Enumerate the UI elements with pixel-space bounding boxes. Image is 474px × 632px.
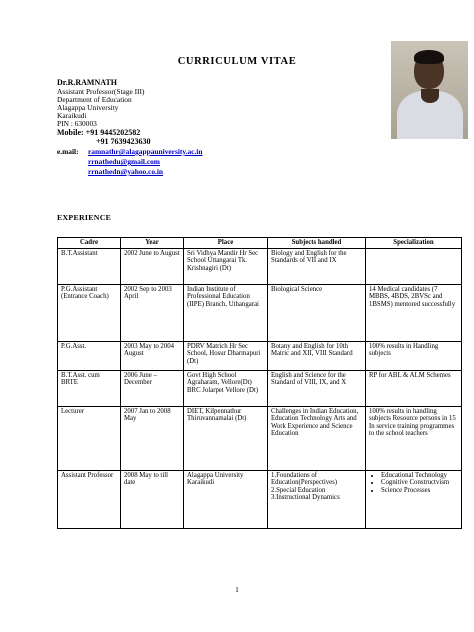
table-row (58, 471, 462, 529)
cell-subjects: Biological Science (268, 285, 366, 342)
cell-subjects: English and Science for the Standard of VIII, IX, and X (268, 371, 366, 407)
department: Department of Education (57, 95, 132, 104)
cell-place: Sri Vidhya Mandir Hr Sec School Uttangarai Tk. Krishnagiri (Dt) (184, 249, 268, 285)
cell-specialization (366, 471, 462, 529)
header-cadre: Cadre (58, 238, 121, 249)
email-link-1[interactable]: ramnathr@alagappauniversity.ac.in (88, 147, 203, 156)
page-title: CURRICULUM VITAE (177, 56, 297, 67)
email-link-2[interactable]: rrnathedu@gmail.com (88, 157, 160, 166)
list-item: • Cognitive Constructvism (381, 479, 458, 486)
email-label: e.mail: (57, 147, 79, 156)
mobile-line-1 (57, 129, 140, 137)
cell-cadre: Assistant Professor (58, 471, 121, 529)
pin-code: PIN : 630003 (57, 119, 97, 128)
cell-year: 2006 June – December (121, 371, 184, 407)
specialization-list (369, 472, 458, 494)
table-row (58, 407, 462, 471)
university: Alagappa University (57, 103, 119, 112)
table-row (58, 285, 462, 342)
mobile-number-2: +91 7639423630 (96, 137, 151, 146)
cell-specialization (366, 249, 462, 285)
cell-specialization: 100% results in handling subjects Resource persons in 15 In service training programmes to the school teachers (366, 407, 462, 471)
table-row (58, 342, 462, 371)
email-link-3[interactable]: rrnathedn@yahoo.co.in (88, 167, 164, 176)
list-item: • Science Processes (381, 487, 458, 494)
cell-place: PDRV Matrich Hr Sec School, Hosur Dharmapuri (Dt) (184, 342, 268, 371)
cell-year: 2007 Jan to 2008 May (121, 407, 184, 471)
list-item: • Educational Technology (381, 472, 458, 479)
cell-subjects: Botany and English for 10th Matric and XII, VIII Standard (268, 342, 366, 371)
cell-cadre: Lecturer (58, 407, 121, 471)
city: Karaikudi (57, 111, 87, 120)
header-year: Year (121, 238, 184, 249)
section-heading-experience: EXPERIENCE (57, 213, 112, 222)
header-place: Place (184, 238, 268, 249)
header-subjects: Subjects handled (268, 238, 366, 249)
cell-cadre: P.G.Assistant (Entrance Coach) (58, 285, 121, 342)
cell-cadre: P.G.Asst. (58, 342, 121, 371)
experience-table (57, 237, 462, 529)
cell-cadre: B.T.Asst. cum BRTE (58, 371, 121, 407)
cell-place: Alagappa University Karaikudi (184, 471, 268, 529)
mobile-label: Mobile: (57, 128, 84, 137)
table-header-row (58, 238, 462, 249)
profile-photo (391, 41, 468, 139)
cell-year: 2002 June to August (121, 249, 184, 285)
cell-cadre: B.T.Assistant (58, 249, 121, 285)
photo-neck (421, 89, 439, 103)
cell-specialization: RP for ABL & ALM Schemes (366, 371, 462, 407)
table-row (58, 249, 462, 285)
photo-hair (414, 50, 444, 64)
cell-specialization: 100% results in Handling subjects (366, 342, 462, 371)
header-specialization: Specialization (366, 238, 462, 249)
cell-specialization: 14 Medical candidates (7 MBBS, 4BDS, 2BVSc and 1BSMS) mentored successfully (366, 285, 462, 342)
cell-subjects: Biology and English for the Standards of VII and IX (268, 249, 366, 285)
cell-place: DIET, Kilpennathur Thiruvannamalai (Dt) (184, 407, 268, 471)
cell-year: 2008 May to till date (121, 471, 184, 529)
designation: Assistant Professor(Stage III) (57, 87, 145, 96)
cell-subjects: Challenges in Indian Education, Education Technology Arts and Work Experience and Science Education (268, 407, 366, 471)
cell-place: Govt High School Agraharam, Vellore(Dt) BRC Jolarpet Vellore (Dt) (184, 371, 268, 407)
cell-subjects: 1.Foundations of Education(Perspectives) 2.Special Education 3.Instructional Dynamics (268, 471, 366, 529)
table-row (58, 371, 462, 407)
cell-year: 2002 Sep to 2003 April (121, 285, 184, 342)
cell-place: Indian Institute of Professional Education (IIPE) Branch, Uthangarai (184, 285, 268, 342)
cell-year: 2003 May to 2004 August (121, 342, 184, 371)
candidate-name: Dr.R.RAMNATH (57, 78, 117, 87)
page-number: 1 (235, 585, 239, 594)
mobile-number-1: +91 9445202582 (85, 128, 141, 137)
